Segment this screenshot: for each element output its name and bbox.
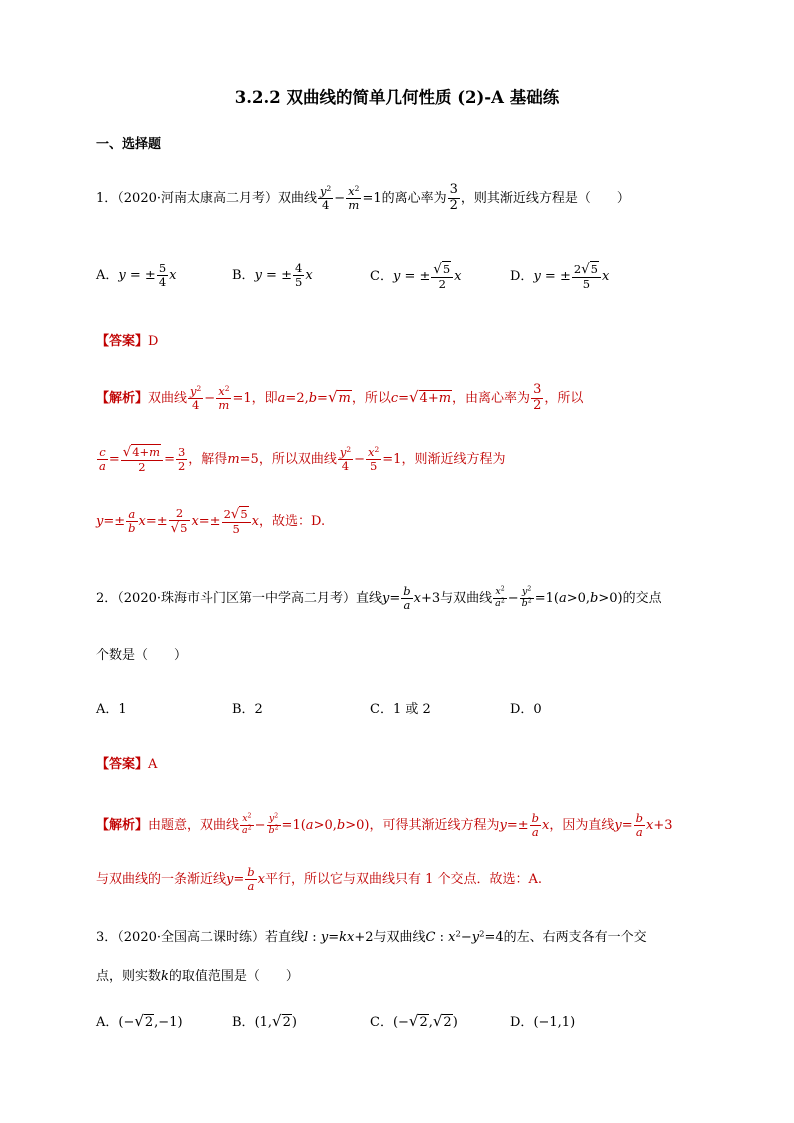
question-3-option-b[interactable]: B．(1,√2)	[232, 1012, 297, 1030]
question-1-option-c[interactable]: C．y = ± $\frac{√5}{2}$ x	[370, 262, 462, 292]
question-3-option-a[interactable]: A．(−√2,−1)	[96, 1012, 183, 1030]
question-1-answer: 【答案】D	[96, 334, 159, 349]
question-2-option-c[interactable]: C．1 或 2	[370, 702, 431, 717]
question-2-stem: 2．（2020·珠海市斗门区第一中学高二月考）直线y= $\frac{b}{a}$ x+3与双曲线 $\frac{x^2}{a^2}$ − $\frac{y^2}{b^2}$ =1(a>0,b>0)的交点	[96, 584, 662, 613]
question-1-analysis-line-3: y=± $\frac{a}{b}$ x=± $\frac{2}{√5}$ x=± $\frac{2√5}{5}$ x，故选：D.	[96, 506, 326, 537]
question-3-stem: 3．（2020·全国高二课时练）若直线l : y=kx+2与双曲线C : $x^2-y^2=4$的左、右两支各有一个交	[96, 928, 647, 945]
question-2-option-b[interactable]: B．2	[232, 702, 263, 717]
section-heading: 一、选择题	[96, 137, 162, 152]
question-3-stem-line-2: 点，则实数k的取值范围是（ ）	[96, 969, 299, 984]
question-1-analysis-line-2: $\frac{c}{a}$ = $\frac{√4+m}{2}$ = $\frac{3}{2}$ ，解得m=5，所以双曲线 $\frac{y^2}{4}$ − $\frac{x^2}{5}$ =1，则渐近线方程为	[99, 444, 506, 475]
question-2-option-d[interactable]: D．0	[510, 702, 542, 717]
question-2-analysis-line-2: 与双曲线的一条渐近线y= $\frac{b}{a}$ x平行，所以它与双曲线只有 1 个交点．故选：A.	[96, 865, 543, 894]
question-1-option-b[interactable]: B．y = ± $\frac{4}{5}$ x	[232, 261, 313, 290]
question-2-stem-line-2: 个数是（ ）	[96, 648, 188, 663]
question-1-analysis-line-1: 【解析】双曲线 $\frac{y^2}{4}$ − $\frac{x^2}{m}$ =1，即a=2,b=√m，所以c=√4+m，由离心率为 $\frac{3}{2}$ ，所以	[96, 382, 584, 413]
question-2-answer: 【答案】A	[96, 757, 158, 772]
question-3-option-c[interactable]: C．(−√2,√2)	[370, 1012, 458, 1030]
question-1-option-d[interactable]: D．y = ± $\frac{2√5}{5}$ x	[510, 262, 610, 292]
question-3-option-d[interactable]: D．(−1,1)	[510, 1015, 576, 1030]
question-1-stem: 1．（2020·河南太康高二月考）双曲线 $\frac{y^2}{4}$ − $\frac{x^2}{m}$ =1的离心率为 $\frac{3}{2}$ ，则其渐近线方程是（ ）	[96, 182, 630, 213]
question-2-option-a[interactable]: A．1	[96, 702, 127, 717]
page-title: 3.2.2 双曲线的简单几何性质 (2)-A 基础练	[234, 88, 560, 107]
question-2-analysis-line-1: 【解析】由题意，双曲线 $\frac{x^2}{a^2}$ − $\frac{y^2}{b^2}$ =1(a>0,b>0)，可得其渐近线方程为y=± $\frac{b}{a}$ x，因为直线y= $\frac{b}{a}$ x+3	[96, 811, 673, 840]
question-1-option-a[interactable]: A．y = ± $\frac{5}{4}$ x	[96, 261, 177, 290]
